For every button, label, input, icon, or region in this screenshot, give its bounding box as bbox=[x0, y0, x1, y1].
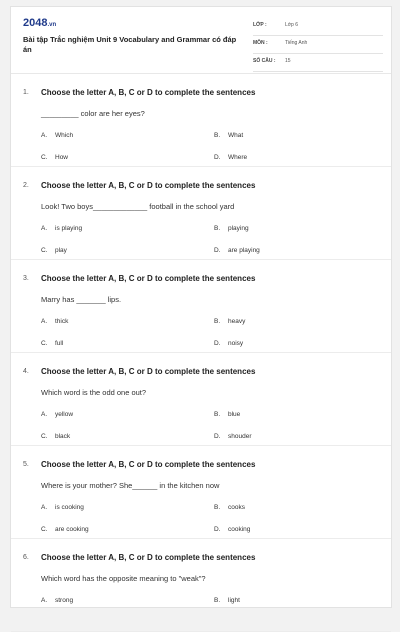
answer-option[interactable] bbox=[214, 318, 245, 325]
question-text: Where is your mother? She______ in the kitchen now bbox=[41, 481, 220, 490]
question-text: Which word is the odd one out? bbox=[41, 388, 147, 397]
option-letter: B. bbox=[214, 597, 221, 604]
option-text: is cooking bbox=[55, 504, 84, 511]
option-letter: B. bbox=[214, 132, 221, 139]
option-letter: D. bbox=[214, 340, 221, 347]
question-text: Look! Two boys_____________ football in the school yard bbox=[41, 202, 235, 211]
option-letter: B. bbox=[214, 225, 221, 232]
question-number: 4. bbox=[23, 368, 29, 375]
option-text: yellow bbox=[55, 411, 74, 418]
question-list bbox=[11, 74, 391, 632]
meta-label: MÔN : bbox=[253, 40, 268, 46]
option-text: How bbox=[55, 154, 69, 161]
question-instruction: Choose the letter A, B, C or D to complete the sentences bbox=[41, 274, 256, 283]
option-text: are playing bbox=[228, 247, 260, 254]
logo-suffix-text: .vn bbox=[47, 22, 57, 28]
answer-option[interactable] bbox=[41, 411, 73, 418]
option-letter: A. bbox=[41, 318, 48, 325]
worksheet-page bbox=[10, 6, 392, 608]
meta-value: 15 bbox=[285, 58, 291, 64]
question-instruction: Choose the letter A, B, C or D to complete the sentences bbox=[41, 181, 256, 190]
option-text: play bbox=[55, 247, 67, 254]
question-block bbox=[11, 539, 391, 632]
option-text: is playing bbox=[55, 225, 83, 232]
option-letter: A. bbox=[41, 411, 48, 418]
answer-option[interactable] bbox=[41, 340, 63, 347]
option-letter: B. bbox=[214, 504, 221, 511]
meta-row-grade bbox=[253, 18, 383, 36]
site-logo[interactable] bbox=[23, 17, 56, 29]
option-text: thick bbox=[55, 318, 69, 325]
question-text: _________ color are her eyes? bbox=[41, 109, 145, 118]
answer-option[interactable] bbox=[41, 154, 68, 161]
question-number: 1. bbox=[23, 89, 29, 96]
option-text: shouder bbox=[228, 433, 252, 440]
answer-option[interactable] bbox=[41, 504, 84, 511]
answer-option[interactable] bbox=[214, 154, 247, 161]
answer-option[interactable] bbox=[214, 597, 240, 604]
question-instruction: Choose the letter A, B, C or D to complete the sentences bbox=[41, 460, 256, 469]
answer-option[interactable] bbox=[214, 132, 243, 139]
answer-option[interactable] bbox=[214, 225, 249, 232]
answer-option[interactable] bbox=[41, 597, 73, 604]
question-number: 2. bbox=[23, 182, 29, 189]
question-block bbox=[11, 446, 391, 539]
answer-option[interactable] bbox=[214, 247, 260, 254]
option-text: Where bbox=[228, 154, 248, 161]
option-letter: A. bbox=[41, 225, 48, 232]
option-text: light bbox=[228, 597, 240, 604]
answer-option[interactable] bbox=[41, 526, 89, 533]
question-block bbox=[11, 74, 391, 167]
question-text: Which word has the opposite meaning to "weak"? bbox=[41, 574, 206, 583]
question-number: 6. bbox=[23, 554, 29, 561]
answer-option[interactable] bbox=[41, 318, 68, 325]
option-text: black bbox=[55, 433, 71, 440]
question-block bbox=[11, 353, 391, 446]
option-text: full bbox=[55, 340, 64, 347]
option-text: strong bbox=[55, 597, 74, 604]
answer-option[interactable] bbox=[214, 411, 240, 418]
option-letter: C. bbox=[41, 433, 48, 440]
option-letter: C. bbox=[41, 340, 48, 347]
option-letter: C. bbox=[41, 154, 48, 161]
option-letter: C. bbox=[41, 526, 48, 533]
option-text: are cooking bbox=[55, 526, 89, 533]
option-letter: C. bbox=[41, 247, 48, 254]
meta-label: LỚP : bbox=[253, 22, 267, 28]
option-letter: B. bbox=[214, 411, 221, 418]
option-text: blue bbox=[228, 411, 241, 418]
question-number: 5. bbox=[23, 461, 29, 468]
option-letter: A. bbox=[41, 597, 48, 604]
option-letter: B. bbox=[214, 318, 221, 325]
logo-main-text: 2048 bbox=[23, 17, 48, 29]
question-instruction: Choose the letter A, B, C or D to complete the sentences bbox=[41, 553, 256, 562]
meta-row-subject bbox=[253, 36, 383, 54]
answer-option[interactable] bbox=[41, 132, 73, 139]
answer-option[interactable] bbox=[41, 225, 82, 232]
answer-option[interactable] bbox=[214, 433, 252, 440]
option-letter: D. bbox=[214, 154, 221, 161]
option-letter: D. bbox=[214, 526, 221, 533]
option-text: cooks bbox=[228, 504, 245, 511]
meta-value: Lớp 6 bbox=[285, 22, 299, 28]
option-text: noisy bbox=[228, 340, 244, 347]
answer-option[interactable] bbox=[41, 247, 67, 254]
meta-info bbox=[253, 18, 383, 72]
option-letter: A. bbox=[41, 504, 48, 511]
answer-option[interactable] bbox=[41, 433, 70, 440]
meta-value: Tiếng Anh bbox=[285, 40, 308, 46]
answer-option[interactable] bbox=[214, 526, 250, 533]
question-instruction: Choose the letter A, B, C or D to complete the sentences bbox=[41, 88, 256, 97]
option-text: Which bbox=[55, 132, 74, 139]
meta-label: SỐ CÂU : bbox=[253, 58, 276, 64]
option-letter: A. bbox=[41, 132, 48, 139]
worksheet-header bbox=[11, 7, 391, 74]
answer-option[interactable] bbox=[214, 340, 243, 347]
question-number: 3. bbox=[23, 275, 29, 282]
question-block bbox=[11, 167, 391, 260]
answer-option[interactable] bbox=[214, 504, 245, 511]
option-text: heavy bbox=[228, 318, 246, 325]
option-text: cooking bbox=[228, 526, 251, 533]
option-text: What bbox=[228, 132, 244, 139]
document-title: Bài tập Trắc nghiệm Unit 9 Vocabulary and Grammar có đáp án bbox=[23, 35, 237, 54]
question-text: Marry has _______ lips. bbox=[41, 295, 122, 304]
question-instruction: Choose the letter A, B, C or D to complete the sentences bbox=[41, 367, 256, 376]
option-text: playing bbox=[228, 225, 249, 232]
option-letter: D. bbox=[214, 247, 221, 254]
meta-row-count bbox=[253, 54, 383, 72]
option-letter: D. bbox=[214, 433, 221, 440]
question-block bbox=[11, 260, 391, 353]
